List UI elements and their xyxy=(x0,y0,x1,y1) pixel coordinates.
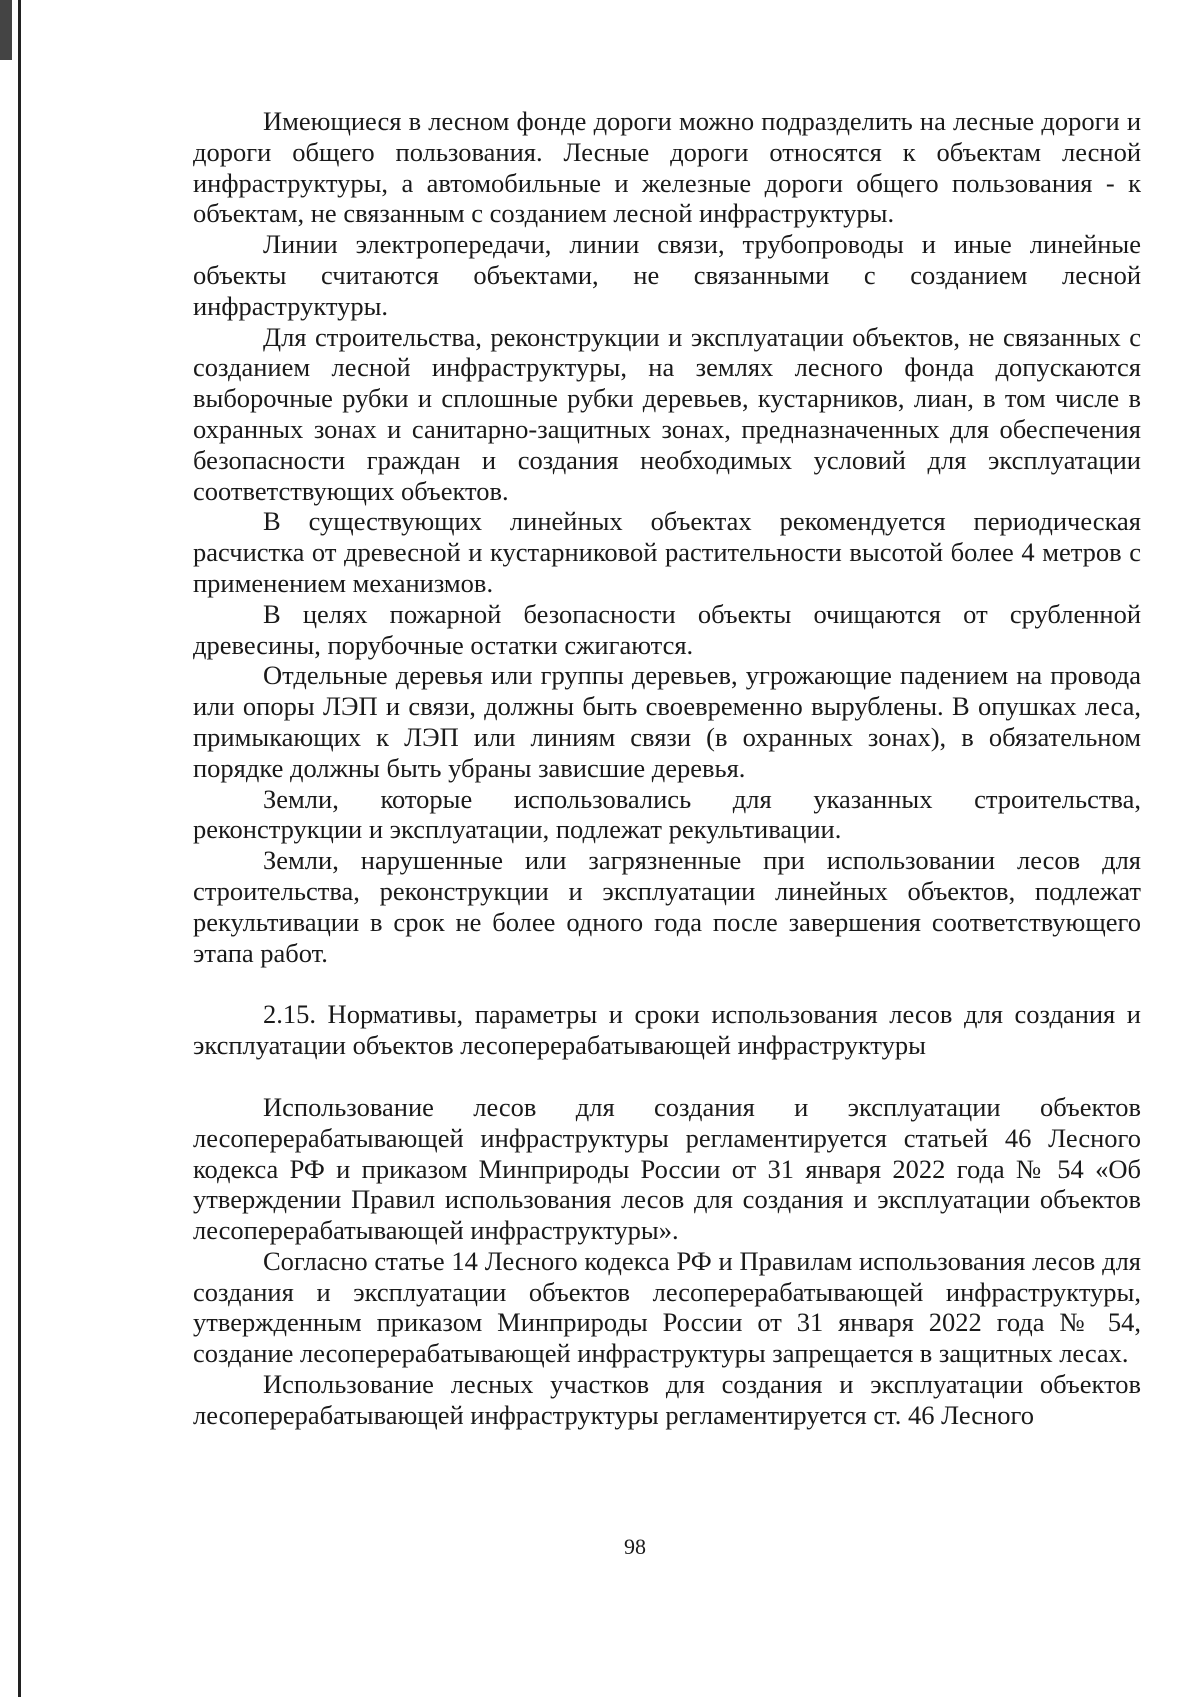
paragraph-clearing: В существующих линейных объектах рекомендуется периодическая расчистка от древесной и кустарниковой растительности высотой более 4 метров с применением механизмов. xyxy=(193,506,1141,598)
paragraph-roads: Имеющиеся в лесном фонде дороги можно подразделить на лесные дороги и дороги общего пользования. Лесные дороги относятся к объектам лесной инфраструктуры, а автомобильные и железные дороги общего пользования - к объектам, не связанным с созданием лесной инфраструктуры. xyxy=(193,106,1141,229)
paragraph-linear-objects: Линии электропередачи, линии связи, трубопроводы и иные линейные объекты считаются объектами, не связанными с созданием лесной инфраструктуры. xyxy=(193,229,1141,321)
paragraph-fire-safety: В целях пожарной безопасности объекты очищаются от срубленной древесины, порубочные остатки сжигаются. xyxy=(193,598,1141,660)
paragraph-regulation: Использование лесов для создания и эксплуатации объектов лесоперерабатывающей инфраструктуры регламентируется статьей 46 Лесного кодекса РФ и приказом Минприроды России от 31 января 2022 года № 54 «Об утверждении Правил использования лесов для создания и эксплуатации объектов лесоперерабатывающей инфраструктуры». xyxy=(193,1091,1141,1246)
section-spacer xyxy=(193,1061,1141,1092)
paragraph-protective-forests: Согласно статье 14 Лесного кодекса РФ и Правилам использования лесов для создания и эксплуатации объектов лесоперерабатывающей инфраструктуры, утвержденным приказом Минприроды России от 31 января 2022 года № 54, создание лесоперерабатывающей инфраструктуры запрещается в защитных лесах. xyxy=(193,1245,1141,1369)
scan-edge-mark xyxy=(0,0,12,60)
document-page xyxy=(193,106,1141,1431)
paragraph-land-recultivation: Земли, которые использовались для указанных строительства, реконструкции и эксплуатации, подлежат рекультивации. xyxy=(193,783,1141,845)
scan-binding-edge xyxy=(18,0,21,1697)
paragraph-disturbed-land: Земли, нарушенные или загрязненные при использовании лесов для строительства, реконструкции и эксплуатации линейных объектов, подлежат рекультивации в срок не более одного года после завершения соответствующего этапа работ. xyxy=(193,845,1141,968)
paragraph-land-use: Использование лесных участков для создания и эксплуатации объектов лесоперерабатывающей инфраструктуры регламентируется ст. 46 Лесного xyxy=(193,1369,1141,1430)
section-heading: 2.15. Нормативы, параметры и сроки использования лесов для создания и эксплуатации объектов лесоперерабатывающей инфраструктуры xyxy=(193,999,1141,1061)
page-number: 98 xyxy=(624,1534,646,1559)
paragraph-dangerous-trees: Отдельные деревья или группы деревьев, угрожающие падением на провода или опоры ЛЭП и связи, должны быть своевременно вырублены. В опушках леса, примыкающих к ЛЭП или линиям связи (в охранных зонах), в обязательном порядке должны быть убраны зависшие деревья. xyxy=(193,660,1141,783)
section-spacer xyxy=(193,968,1141,999)
paragraph-felling: Для строительства, реконструкции и эксплуатации объектов, не связанных с созданием лесной инфраструктуры, на землях лесного фонда допускаются выборочные рубки и сплошные рубки деревьев, кустарников, лиан, в том числе в охранных зонах и санитарно-защитных зонах, предназначенных для обеспечения безопасности граждан и создания необходимых условий для эксплуатации соответствующих объектов. xyxy=(193,321,1141,506)
